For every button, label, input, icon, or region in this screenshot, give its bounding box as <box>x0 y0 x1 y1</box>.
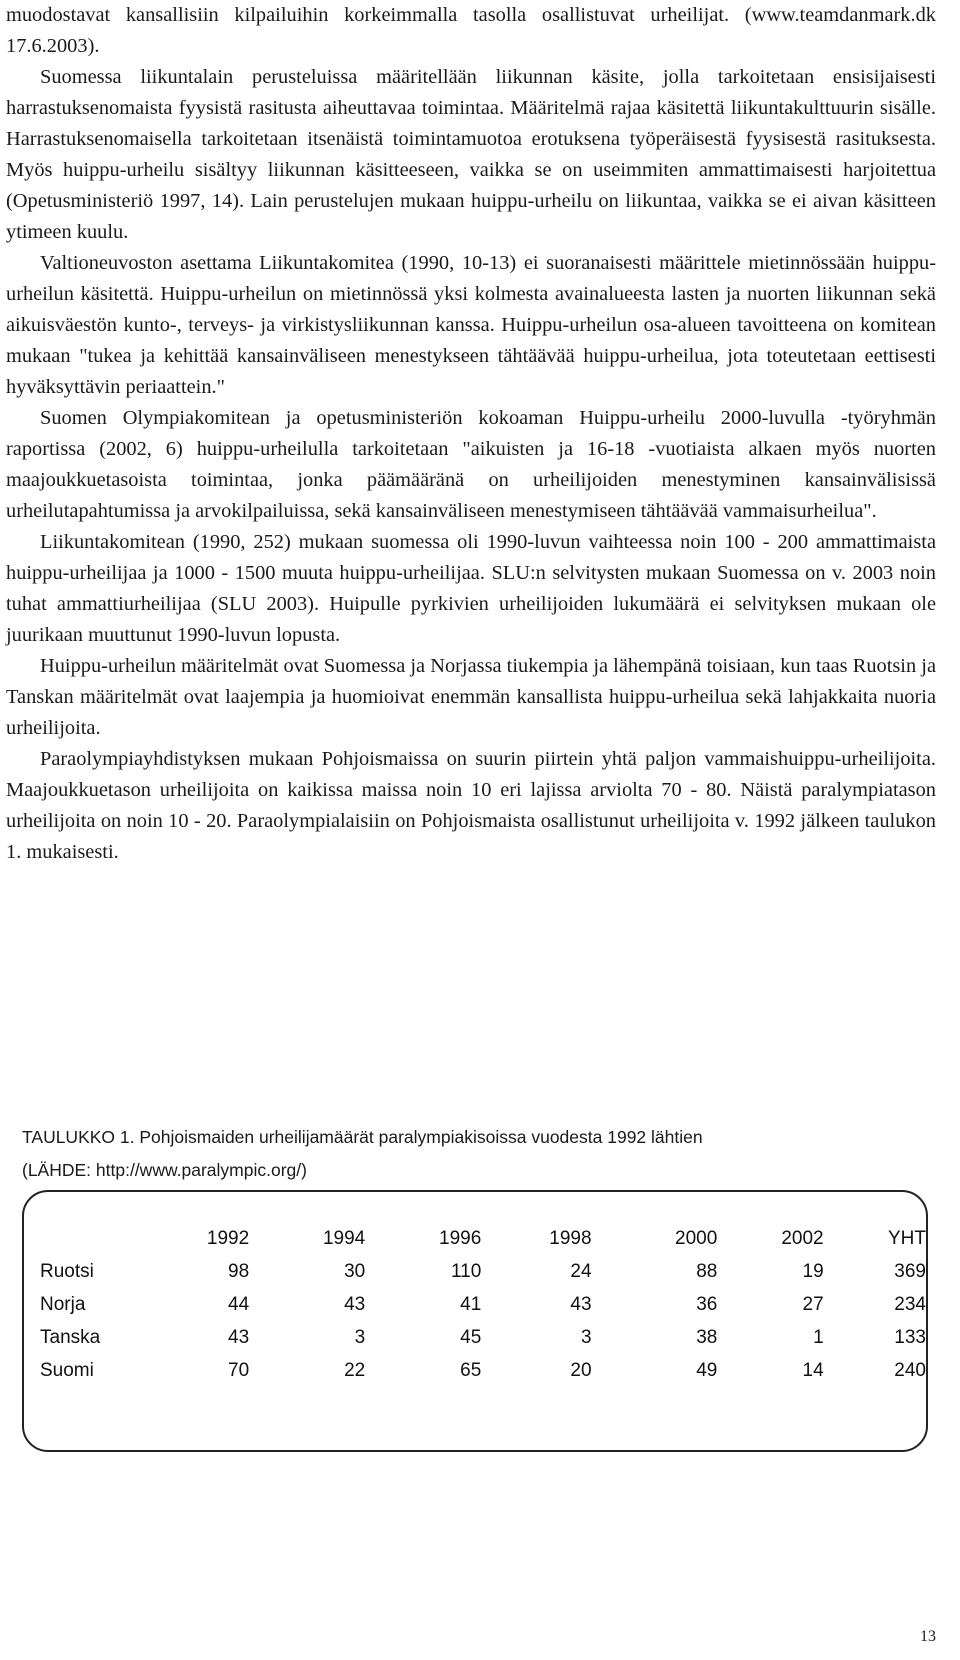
table-row-tanska <box>40 1321 926 1354</box>
header-2002: 2002 <box>781 1227 824 1249</box>
cell: 1 <box>813 1326 824 1348</box>
cell: 65 <box>460 1359 482 1381</box>
table-caption-source: (LÄHDE: http://www.paralympic.org/) <box>22 1160 307 1180</box>
cell: 27 <box>802 1293 824 1315</box>
paragraph-liikuntalaki: Suomessa liikuntalain perusteluissa määritellään liikunnan käsite, jolla tarkoitetaan ensisijaisesti harrastuksenomaista fyysistä rasitusta aiheuttavaa toimintaa. Määritelmä rajaa käsitettä liikuntakulttuurin sisälle. Harrastuksenomaisella tarkoitetaan itsenäistä toimintamuotoa erotuksena työperäisestä fyysisestä rasituksesta. Myös huippu-urheilu sisältyy liikunnan käsitteeseen, vaikka se on useimmiten ammattimaisesti harjoitettua (Opetusministeriö 1997, 14). Lain perustelujen mukaan huippu-urheilu on liikuntaa, vaikka se ei aivan käsitteen ytimeen kuulu. <box>6 66 936 243</box>
paragraph-ammattiurheilijat: Liikuntakomitean (1990, 252) mukaan suomessa oli 1990-luvun vaihteessa noin 100 - 200 ammattimaista huippu-urheilijaa ja 1000 - 1500 muuta huippu-urheilijaa. SLU:n selvitysten mukaan Suomessa on v. 2003 noin tuhat ammattiurheilijaa (SLU 2003). Huipulle pyrkivien urheilijoiden lukumäärä ei selvityksen mukaan ole juurikaan muuttunut 1990-luvun lopusta. <box>6 531 936 646</box>
cell: 43 <box>344 1293 366 1315</box>
header-1998: 1998 <box>549 1227 592 1249</box>
cell: 110 <box>451 1260 482 1282</box>
cell: 43 <box>570 1293 592 1315</box>
cell: 38 <box>696 1326 718 1348</box>
cell: 3 <box>580 1326 592 1348</box>
cell: 44 <box>228 1293 250 1315</box>
row-label: Ruotsi <box>40 1260 94 1282</box>
table-row-norja <box>40 1288 926 1321</box>
paragraph-liikuntakomitea: Valtioneuvoston asettama Liikuntakomitea (1990, 10-13) ei suoranaisesti määrittele mietinnössään huippu-urheilun käsitettä. Huippu-urheilun on mietinnössä yksi kolmesta avainalueesta lasten ja nuorten liikunnan sekä aikuisväestön kunto-, terveys- ja virkistysliikunnan kanssa. Huippu-urheilun osa-alueen tavoitteena on komitean mukaan "tukea ja kehittää kansainväliseen menestykseen tähtäävää huippu-urheilua, jota toteutetaan eettisesti hyväksyttävin periaattein." <box>6 252 936 398</box>
page-number: 13 <box>920 1628 936 1645</box>
paralympic-athletes-table <box>40 1222 926 1387</box>
table-row-suomi <box>40 1354 926 1387</box>
table-corner-cell <box>40 1222 139 1255</box>
table-caption-title: TAULUKKO 1. Pohjoismaiden urheilijamäärät paralympiakisoissa vuodesta 1992 lähtien <box>22 1127 703 1147</box>
row-label: Tanska <box>40 1326 101 1348</box>
cell: 20 <box>570 1359 592 1381</box>
cell: 24 <box>570 1260 592 1282</box>
cell-total: 234 <box>894 1293 926 1315</box>
cell-total: 369 <box>894 1260 926 1282</box>
table-frame <box>22 1190 928 1452</box>
cell: 30 <box>344 1260 366 1282</box>
cell: 43 <box>228 1326 250 1348</box>
cell: 22 <box>344 1359 366 1381</box>
header-2000: 2000 <box>675 1227 718 1249</box>
header-1992: 1992 <box>206 1227 250 1249</box>
paragraph-paraolympia: Paraolympiayhdistyksen mukaan Pohjoismaissa on suurin piirtein yhtä paljon vammaishuippu-urheilijoita. Maajoukkuetason urheilijoita on kaikissa maissa noin 10 eri lajissa arviolta 70 - 80. Näistä paralympiatason urheilijoita on noin 10 - 20. Paraolympialaisiin on Pohjoismaista osallistunut urheilijoita v. 1992 jälkeen taulukon 1. mukaisesti. <box>6 748 936 863</box>
header-yht: YHT <box>888 1227 926 1249</box>
paragraph-maaritelmat: Huippu-urheilun määritelmät ovat Suomessa ja Norjassa tiukempia ja lähempänä toisiaan, kun taas Ruotsin ja Tanskan määritelmät ovat laajempia ja huomioivat enemmän kansallista huippu-urheilua sekä lahjakkaita nuoria urheilijoita. <box>6 655 936 739</box>
cell: 45 <box>460 1326 482 1348</box>
row-label: Norja <box>40 1293 86 1315</box>
cell: 36 <box>696 1293 718 1315</box>
cell-total: 133 <box>894 1326 926 1348</box>
header-1994: 1994 <box>322 1227 366 1249</box>
cell: 49 <box>696 1359 718 1381</box>
table-header-row <box>40 1222 926 1255</box>
body-text <box>6 0 936 868</box>
cell: 70 <box>228 1359 250 1381</box>
cell-total: 240 <box>894 1359 926 1381</box>
row-label: Suomi <box>40 1359 94 1381</box>
paragraph-continuation: muodostavat kansallisiin kilpailuihin korkeimmalla tasolla osallistuvat urheilijat. (www.teamdanmark.dk 17.6.2003). <box>6 4 936 57</box>
cell: 41 <box>460 1293 482 1315</box>
paragraph-olympiakomitea: Suomen Olympiakomitean ja opetusministeriön kokoaman Huippu-urheilu 2000-luvulla -työryhmän raportissa (2002, 6) huippu-urheilulla tarkoitetaan "aikuisten ja 16-18 -vuotiaista alkaen myös nuorten maajoukkuetasoista toimintaa, jonka päämääränä on urheilijoiden menestyminen kansainvälisissä urheilutapahtumissa ja arvokilpailuissa, sekä kansainväliseen menestymiseen tähtäävää vammaisurheilua". <box>6 407 936 522</box>
cell: 14 <box>802 1359 824 1381</box>
cell: 88 <box>696 1260 718 1282</box>
table-caption <box>22 1121 922 1187</box>
cell: 19 <box>802 1260 824 1282</box>
cell: 3 <box>354 1326 366 1348</box>
table-row-ruotsi <box>40 1255 926 1288</box>
cell: 98 <box>228 1260 250 1282</box>
header-1996: 1996 <box>439 1227 482 1249</box>
